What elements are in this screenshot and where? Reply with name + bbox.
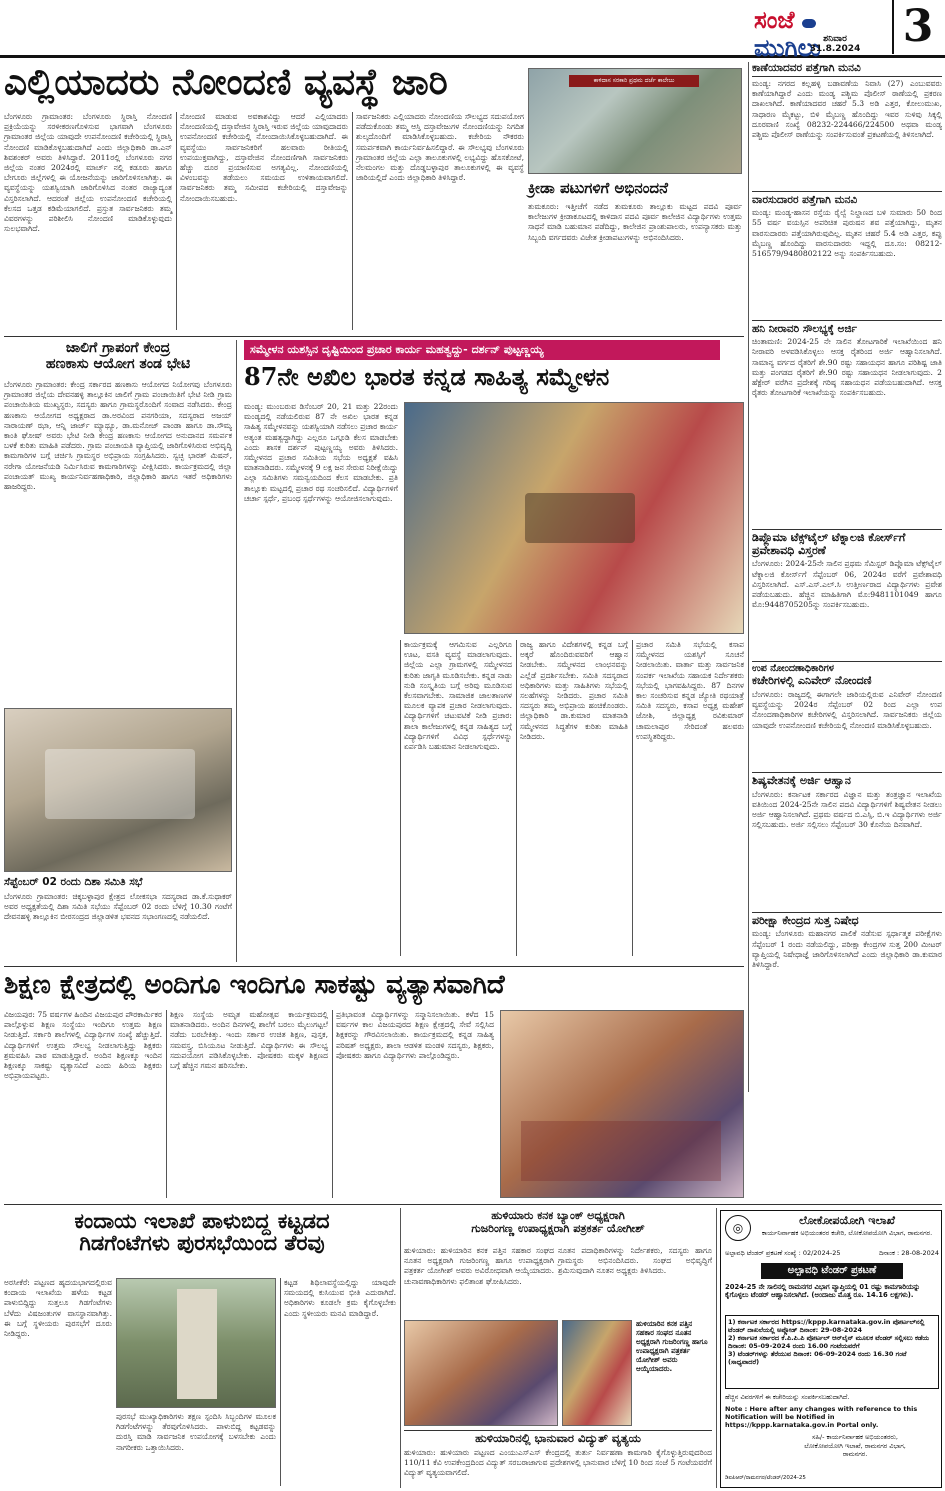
brand-left: ಸಂಜೆ xyxy=(754,6,795,34)
kandaya-col-1: ಅರಸೀಕೆರೆ: ಪಟ್ಟಣದ ಹೃದಯಭಾಗದಲ್ಲಿರುವ ಕಂದಾಯ ಇಲಾಖೆಯ ಹಳೆಯ ಕಟ್ಟಡ ಪಾಳುಬಿದ್ದಿದ್ದು ಸುತ್ತಲೂ ಗಿಡಗೆಂಟೆಗಳು ಬೆಳೆದು ವಿಷಜಂತುಗಳ ವಾಸಸ್ಥಾನವಾಗಿತ್ತು. ಈ ಬಗ್ಗೆ ಸ್ಥಳೀಯರು ಪುರಸಭೆಗೆ ದೂರು ನೀಡಿದ್ದರು. xyxy=(4,1278,112,1339)
tender-title: ಅಲ್ಪಾವಧಿ ಟೆಂಡರ್ ಪ್ರಕಟಣೆ xyxy=(761,1263,903,1279)
right-column xyxy=(752,62,942,1092)
tender-sign-line: ರಾಮನಗರ. xyxy=(842,1450,868,1458)
lead-col-3: ಸಾರ್ವಜನಿಕರು ಎಲ್ಲಿಯಾದರು ನೋಂದಣಿಯ ಸೌಲಭ್ಯದ ಸದುಪಯೋಗ ಪಡೆದುಕೊಂಡು ತಮ್ಮ ಆಸ್ತಿ ದಸ್ತಾವೇಜುಗಳ ನೋಂದಣಿಯನ್ನು ನಿಗದಿತ ಶುಲ್ಕದೊಂದಿಗೆ ಮಾಡಿಸಿಕೊಳ್ಳಬಹುದು. ಕಚೇರಿಯ ನೌಕರರು ಸಮರ್ಪಕವಾಗಿ ಕಾರ್ಯನಿರ್ವಹಿಸಲಿದ್ದಾರೆ. ಈ ಸೌಲಭ್ಯವು ಬೆಂಗಳೂರು ಗ್ರಾಮಾಂತರ ಜಿಲ್ಲೆಯ ಎಲ್ಲಾ ತಾಲೂಕುಗಳಲ್ಲಿ ಲಭ್ಯವಿದ್ದು ಹೊಸಕೋಟೆ, ನೆಲಮಂಗಲ ಮತ್ತು ದೊಡ್ಡಬಳ್ಳಾಪುರ ತಾಲೂಕುಗಳಲ್ಲಿ ಈ ವ್ಯವಸ್ಥೆ ಜಾರಿಯಲ್ಲಿದೆ ಎಂದು ಜಿಲ್ಲಾಧಿಕಾರಿ ತಿಳಿಸಿದ್ದಾರೆ. xyxy=(356,112,524,183)
sahitya-col-2: ಕಾರ್ಯಕ್ರಮಕ್ಕೆ ಆಗಮಿಸುವ ಎಲ್ಲರಿಗೂ ಊಟ, ವಸತಿ ವ್ಯವಸ್ಥೆ ಮಾಡಲಾಗುವುದು. ಜಿಲ್ಲೆಯ ಎಲ್ಲಾ ಗ್ರಾಮಗಳಲ್ಲಿ ಸಮ್ಮೇಳನದ ಕುರಿತು ಜಾಗೃತಿ ಮೂಡಿಸಬೇಕು. ಕನ್ನಡ ನಾಡು ನುಡಿ ಸಂಸ್ಕೃತಿಯ ಬಗ್ಗೆ ಅರಿವು ಮೂಡಿಸುವ ಕೆಲಸವಾಗಬೇಕು. ಸಾಮಾಜಿಕ ಜಾಲತಾಣಗಳ ಮೂಲಕ ವ್ಯಾಪಕ ಪ್ರಚಾರ ನೀಡಲಾಗುವುದು. ವಿದ್ಯಾರ್ಥಿಗಳಿಗೆ ಚಟುವಟಿಕೆ ನೀಡಿ ಪ್ರಚಾರ: ಶಾಲಾ ಕಾಲೇಜುಗಳಲ್ಲಿ ಕನ್ನಡ ಸಾಹಿತ್ಯದ ಬಗ್ಗೆ ವಿದ್ಯಾರ್ಥಿಗಳಿಗೆ ವಿವಿಧ ಸ್ಪರ್ಧೆಗಳನ್ನು ಏರ್ಪಡಿಸಿ ಬಹುಮಾನ ನೀಡಲಾಗುವುದು. xyxy=(404,640,512,752)
tender-office: ಕಾರ್ಯನಿರ್ವಾಹಕ ಅಭಿಯಂತರರ ಕಚೇರಿ, ಲೋಕೋಪಯೋಗಿ ವಿಭಾಗ, ರಾಮನಗರ. xyxy=(761,1229,933,1237)
huliyar-h2: ಗುಜರಿಂಗಣ್ಣ ಉಪಾಧ್ಯಕ್ಷರಾಗಿ ಪತ್ರಕರ್ತ ಯೋಗೀಶ್ xyxy=(471,1221,645,1235)
huliyar-col-1: ಹುಳಿಯಾರು: ಹುಳಿಯಾರಿನ ಕನಕ ಪತ್ತಿನ ಸಹಕಾರ ಸಂಘದ ನೂತನ ಅಧ್ಯಕ್ಷರಾಗಿ ಗುಜರಿಂಗಣ್ಣ ಹಾಗೂ ಉಪಾಧ್ಯಕ್ಷರಾಗಿ ಪತ್ರಕರ್ತ ಯೋಗೀಶ್ ಅವರು ಅವಿರೋಧವಾಗಿ ಆಯ್ಕೆಯಾದರು. ಚುನಾವಣಾಧಿಕಾರಿಗಳು ಫಲಿತಾಂಶ ಘೋಷಿಸಿದರು. xyxy=(404,1246,554,1286)
issue-date-value: 31.8.2024 xyxy=(809,44,861,54)
power-cut-text: ಹುಳಿಯಾರು: ಹುಳಿಯಾರು ಪಟ್ಟಣದ ಎಂಯುಎಸ್ಎಸ್ ಕೇಂದ್ರದಲ್ಲಿ ತುರ್ತು ನಿರ್ವಹಣಾ ಕಾಮಗಾರಿ ಕೈಗೊಳ್ಳುತ್ತಿರುವುದರಿಂದ 110/11 ಕೆವಿ ಉಪಕೇಂದ್ರದಿಂದ ವಿದ್ಯುತ್ ಸರಬರಾಜಾಗುವ ಪ್ರದೇಶಗಳಲ್ಲಿ ಭಾನುವಾರ ಬೆಳಿಗ್ಗೆ 10 ರಿಂದ ಸಂಜೆ 5 ಗಂಟೆಯವರೆಗೆ ವಿದ್ಯುತ್ ವ್ಯತ್ಯಯವಾಗಲಿದೆ. xyxy=(404,1448,712,1478)
issue-day: ಶನಿವಾರ xyxy=(823,34,847,44)
rc-t5: ಬೆಂಗಳೂರು: ರಾಜ್ಯದಲ್ಲಿ ಈಗಾಗಲೇ ಜಾರಿಯಲ್ಲಿರುವ ಎನಿವೇರ್ ನೋಂದಣಿ ವ್ಯವಸ್ಥೆಯನ್ನು 2024ರ ಸೆಪ್ಟೆಂಬರ್ 02 ರಿಂದ ಎಲ್ಲಾ ಉಪ ನೋಂದಣಾಧಿಕಾರಿಗಳ ಕಚೇರಿಗಳಲ್ಲಿ ವಿಸ್ತರಿಸಲಾಗಿದೆ. ಸಾರ್ವಜನಿಕರು ಜಿಲ್ಲೆಯ ಯಾವುದೇ ಉಪನೋಂದಣಿ ಕಚೇರಿಯಲ್ಲಿ ನೋಂದಣಿ ಮಾಡಿಸಿಕೊಳ್ಳಬಹುದು. xyxy=(752,690,942,730)
kandaya-headline xyxy=(4,1210,400,1272)
finance-text: ಬೆಂಗಳೂರು ಗ್ರಾಮಾಂತರ: ಕೇಂದ್ರ ಸರ್ಕಾರದ ಹಣಕಾಸು ಆಯೋಗದ ನಿಯೋಗವು ಬೆಂಗಳೂರು ಗ್ರಾಮಾಂತರ ಜಿಲ್ಲೆಯ ದೇವನಹಳ್ಳಿ ತಾಲ್ಲೂಕಿನ ಜಾಲಿಗೆ ಗ್ರಾಮ ಪಂಚಾಯಿತಿಗೆ ಭೇಟಿ ನೀಡಿ ಗ್ರಾಮ ಪಂಚಾಯಿತಿಯ ಮುಖ್ಯಸ್ಥರು, ಸದಸ್ಯರು ಹಾಗೂ ಗ್ರಾಮಸ್ಥರೊಂದಿಗೆ ಸಂವಾದ ನಡೆಸಿದರು. ಕೇಂದ್ರ ಹಣಕಾಸು ಆಯೋಗದ ಅಧ್ಯಕ್ಷರಾದ ಡಾ.ಅರವಿಂದ ಪನಗರಿಯಾ, ಸದಸ್ಯರಾದ ಅಜಯ್ ನಾರಾಯಣ್ ಝಾ, ಆನ್ನಿ ಜಾರ್ಜ್ ಮ್ಯಾಥ್ಯೂ, ಡಾ.ಮನೋಜ್ ಪಾಂಡಾ ಹಾಗೂ ಡಾ.ಸೌಮ್ಯ ಕಾಂತಿ ಘೋಷ್ ಅವರು ಭೇಟಿ ನೀಡಿ ಕೇಂದ್ರ ಹಣಕಾಸು ಆಯೋಗದ ಅನುದಾನದ ಸಮರ್ಪಕ ಬಳಕೆ ಕುರಿತು ಮಾಹಿತಿ ಪಡೆದರು. ಗ್ರಾಮ ಪಂಚಾಯತಿ ವ್ಯಾಪ್ತಿಯಲ್ಲಿ ಜಾರಿಗೊಳಿಸಿರುವ ಅಭಿವೃದ್ಧಿ ಕಾಮಗಾರಿಗಳ ಬಗ್ಗೆ ಚರ್ಚಿಸಿ ಗ್ರಾಮಸ್ಥರ ಅಭಿಪ್ರಾಯ ಸಂಗ್ರಹಿಸಿದರು. ಸ್ವಚ್ಛ ಭಾರತ್ ಮಿಷನ್, ನರೇಗಾ ಯೋಜನೆಯಡಿ ನಿರ್ಮಿಸಿರುವ ಕಾಮಗಾರಿಗಳನ್ನು ವೀಕ್ಷಿಸಿದರು. ಕಾರ್ಯಕ್ರಮದಲ್ಲಿ ಜಿಲ್ಲಾ ಪಂಚಾಯತ್ ಮುಖ್ಯ ಕಾರ್ಯನಿರ್ವಹಣಾಧಿಕಾರಿ, ಜಿಲ್ಲಾಧಿಕಾರಿ ಹಾಗೂ ಇತರೆ ಅಧಿಕಾರಿಗಳು ಹಾಜರಿದ್ದರು. xyxy=(4,380,232,492)
sahitya-headline: 87ನೇ ಅಖಿಲ ಭಾರತ ಕನ್ನಡ ಸಾಹಿತ್ಯ ಸಮ್ಮೇಳನ xyxy=(244,362,610,391)
masthead xyxy=(0,0,945,62)
college-sign: ಕಾಳಿದಾಸ ಸರಕಾರಿ ಪ್ರಥಮ ದರ್ಜೆ ಕಾಲೇಜು xyxy=(569,75,699,87)
tender-signature xyxy=(771,1433,939,1459)
disha-headline: ಸೆಪ್ಟೆಂಬರ್ 02 ರಂದು ದಿಶಾ ಸಮಿತಿ ಸಭೆ xyxy=(4,876,143,888)
huliyar-photo-caption: ಹುಳಿಯಾರಿನ ಕನಕ ಪತ್ತಿನ ಸಹಕಾರ ಸಂಘದ ನೂತನ ಅಧ್ಯಕ್ಷರಾಗಿ ಗುಜರಿಂಗಣ್ಣ ಹಾಗೂ ಉಪಾಧ್ಯಕ್ಷರಾಗಿ ಪತ್ರಕರ್ತ ಯೋಗೀಶ್ ಅವರು ಆಯ್ಕೆಯಾದರು. xyxy=(636,1320,708,1373)
huliyar-photo-1 xyxy=(404,1320,558,1426)
rc-h5a: ಉಪ ನೋಂದಣಾಧಿಕಾರಿಗಳ xyxy=(752,661,942,675)
rc-h6: ಶಿಷ್ಯವೇತನಕ್ಕೆ ಅರ್ಜಿ ಆಹ್ವಾನ xyxy=(752,772,942,788)
education-col-1: ವಿಜಯಪುರ: 75 ವರ್ಷಗಳ ಹಿಂದಿನ ವಿಜಯಪುರ ಪೌರಕಾರ್ಮಿಕರ ಪಾಲ್ಗೊಳ್ಳುವ ಶಿಕ್ಷಣ ಸಂಸ್ಥೆಯು ಇಂದಿಗೂ ಉತ್ತಮ ಶಿಕ್ಷಣ ನೀಡುತ್ತಿದೆ. ಸರ್ಕಾರಿ ಶಾಲೆಗಳಲ್ಲಿ ವಿದ್ಯಾರ್ಥಿಗಳ ಸಂಖ್ಯೆ ಹೆಚ್ಚುತ್ತಿದೆ. ವಿದ್ಯಾರ್ಥಿಗಳಿಗೆ ಉತ್ತಮ ಸೌಲಭ್ಯ ನೀಡಲಾಗುತ್ತಿದ್ದು ಶಿಕ್ಷಕರು ಶ್ರಮವಹಿಸಿ ಪಾಠ ಮಾಡುತ್ತಿದ್ದಾರೆ. ಅಂದಿನ ಶಿಕ್ಷಣಕ್ಕೂ ಇಂದಿನ ಶಿಕ್ಷಣಕ್ಕೂ ಸಾಕಷ್ಟು ವ್ಯತ್ಯಾಸವಿದೆ ಎಂದು ಹಿರಿಯ ಶಿಕ್ಷಕರು ಅಭಿಪ್ರಾಯಪಟ್ಟರು. xyxy=(4,1010,162,1081)
power-cut-headline: ಹುಳಿಯಾರಿನಲ್ಲಿ ಭಾನುವಾರ ವಿದ್ಯುತ್ ವ್ಯತ್ಯಯ xyxy=(404,1430,712,1446)
tender-footer: ಡಿಐಪಿಆರ್/ರಾಮನಗರ/ಟೆಂಡರ್/2024-25 xyxy=(725,1475,806,1481)
kandaya-col-2: ಪುರಸಭೆ ಮುಖ್ಯಾಧಿಕಾರಿಗಳು ತಕ್ಷಣ ಸ್ಪಂದಿಸಿ ಸಿಬ್ಬಂದಿಗಳ ಮೂಲಕ ಗಿಡಗೆಂಟೆಗಳನ್ನು ತೆರವುಗೊಳಿಸಿದರು. ಪಾಳುಬಿದ್ದ ಕಟ್ಟಡವನ್ನು ದುರಸ್ತಿ ಮಾಡಿ ಸಾರ್ವಜನಿಕ ಉಪಯೋಗಕ್ಕೆ ಬಳಸಬೇಕು ಎಂದು ನಾಗರೀಕರು ಒತ್ತಾಯಿಸಿದರು. xyxy=(116,1412,276,1452)
sahitya-col-1: ಮಂಡ್ಯ: ಮುಂಬರುವ ಡಿಸೆಂಬರ್ 20, 21 ಮತ್ತು 22ರಂದು ಮಂಡ್ಯದಲ್ಲಿ ನಡೆಯಲಿರುವ 87 ನೇ ಅಖಿಲ ಭಾರತ ಕನ್ನಡ ಸಾಹಿತ್ಯ ಸಮ್ಮೇಳನವನ್ನು ಯಶಸ್ವಿಯಾಗಿ ನಡೆಸಲು ಪ್ರಚಾರ ಕಾರ್ಯ ಅತ್ಯಂತ ಮಹತ್ವದ್ದಾಗಿದ್ದು ಎಲ್ಲರೂ ಒಗ್ಗೂಡಿ ಕೆಲಸ ಮಾಡಬೇಕು ಎಂದು ಶಾಸಕ ದರ್ಶನ್ ಪುಟ್ಟಣ್ಣಯ್ಯ ಅವರು ತಿಳಿಸಿದರು. ಸಮ್ಮೇಳನದ ಪ್ರಚಾರ ಸಮಿತಿಯ ಸಭೆಯ ಅಧ್ಯಕ್ಷತೆ ವಹಿಸಿ ಮಾತನಾಡಿದರು. ಸಮ್ಮೇಳನಕ್ಕೆ 9 ಲಕ್ಷ ಜನ ಸೇರುವ ನಿರೀಕ್ಷೆಯಿದ್ದು ಎಲ್ಲಾ ಸಮಿತಿಗಳು ಸಮನ್ವಯದಿಂದ ಕೆಲಸ ಮಾಡಬೇಕು. ಪ್ರತಿ ತಾಲ್ಲೂಕು ಮಟ್ಟದಲ್ಲಿ ಪ್ರಚಾರ ರಥ ಸಂಚರಿಸಲಿದೆ. ವಿದ್ಯಾರ್ಥಿಗಳಿಗೆ ಚರ್ಚಾ ಸ್ಪರ್ಧೆ, ಪ್ರಬಂಧ ಸ್ಪರ್ಧೆಗಳನ್ನು ಆಯೋಜಿಸಲಾಗುವುದು. xyxy=(244,402,398,503)
education-col-3: ಪ್ರತಿಭಾವಂತ ವಿದ್ಯಾರ್ಥಿಗಳನ್ನು ಸನ್ಮಾನಿಸಲಾಯಿತು. ಕಳೆದ 15 ವರ್ಷಗಳ ಕಾಲ ವಿಜಯಪುರದ ಶಿಕ್ಷಣ ಕ್ಷೇತ್ರದಲ್ಲಿ ಸೇವೆ ಸಲ್ಲಿಸಿದ ಶಿಕ್ಷಕರನ್ನು ಗೌರವಿಸಲಾಯಿತು. ಕಾರ್ಯಕ್ರಮದಲ್ಲಿ ಕನ್ನಡ ಸಾಹಿತ್ಯ ಪರಿಷತ್ ಅಧ್ಯಕ್ಷರು, ಶಾಲಾ ಆಡಳಿತ ಮಂಡಳಿ ಸದಸ್ಯರು, ಶಿಕ್ಷಕರು, ಪೋಷಕರು ಹಾಗೂ ವಿದ್ಯಾರ್ಥಿಗಳು ಪಾಲ್ಗೊಂಡಿದ್ದರು. xyxy=(336,1010,494,1060)
tender-note-kn: ಹೆಚ್ಚಿನ ವಿವರಗಳಿಗೆ ಈ ಕಚೇರಿಯನ್ನು ಸಂಪರ್ಕಿಸಬಹುದಾಗಿದೆ. xyxy=(725,1393,850,1401)
sports-headline: ಕ್ರೀಡಾ ಪಟುಗಳಿಗೆ ಅಭಿನಂದನೆ xyxy=(528,179,669,197)
issue-date xyxy=(790,34,880,54)
tender-ref-date: ದಿನಾಂಕ : 28-08-2024 xyxy=(878,1249,939,1257)
rc-h1: ಕಾಣೆಯಾದವರ ಪತ್ತೆಗಾಗಿ ಮನವಿ xyxy=(752,62,942,77)
kandaya-h2: ಗಿಡಗೆಂಟೆಗಳು ಪುರಸಭೆಯಿಂದ ತೆರವು xyxy=(79,1230,325,1256)
huliyar-headline xyxy=(404,1210,712,1242)
tender-items xyxy=(725,1315,939,1389)
tender-item: 1) ಕರ್ನಾಟಕ ಸರ್ಕಾರದ https://kppp.karnataka.gov.in ಪೋರ್ಟಲ್‌ನಲ್ಲಿ ಟೆಂಡರ್ ದಾಖಲೆಯಲ್ಲಿ ಅಪ್ಲೋಡ್ ದಿನಾಂಕ: 29-08-2024 xyxy=(728,1318,925,1334)
education-photo xyxy=(500,1010,744,1198)
tender-notice xyxy=(720,1210,942,1488)
education-col-2: ಶಿಕ್ಷಣ ಸಂಸ್ಥೆಯ ಅಮೃತ ಮಹೋತ್ಸವ ಕಾರ್ಯಕ್ರಮದಲ್ಲಿ ಮಾತನಾಡಿದರು. ಅಂದಿನ ದಿನಗಳಲ್ಲಿ ಶಾಲೆಗೆ ಬರಲು ಮೈಲುಗಟ್ಟಲೆ ನಡೆದು ಬರಬೇಕಿತ್ತು. ಇಂದು ಸರ್ಕಾರ ಉಚಿತ ಶಿಕ್ಷಣ, ಪುಸ್ತಕ, ಸಮವಸ್ತ್ರ, ಬಿಸಿಯೂಟ ನೀಡುತ್ತಿದೆ. ವಿದ್ಯಾರ್ಥಿಗಳು ಈ ಸೌಲಭ್ಯ ಸದುಪಯೋಗ ಪಡಿಸಿಕೊಳ್ಳಬೇಕು. ಪೋಷಕರು ಮಕ್ಕಳ ಶಿಕ್ಷಣದ ಬಗ್ಗೆ ಹೆಚ್ಚಿನ ಗಮನ ಹರಿಸಬೇಕು. xyxy=(170,1010,328,1071)
finance-headline xyxy=(4,340,232,376)
finance-h2: ಹಣಕಾಸು ಆಯೋಗ ತಂಡ ಭೇಟಿ xyxy=(45,356,191,373)
lead-headline: ಎಲ್ಲಿಯಾದರು ನೋಂದಣಿ ವ್ಯವಸ್ಥೆ ಜಾರಿ xyxy=(4,61,448,103)
tender-intro: 2024-25 ನೇ ಸಾಲಿನಲ್ಲಿ ರಾಮನಗರ ವಿಭಾಗ ವ್ಯಾಪ್ತಿಯಲ್ಲಿ 01 ರಷ್ಟು ಕಾಮಗಾರಿಯನ್ನು ಕೈಗೊಳ್ಳಲು ಟೆಂಡರ್ ಆಹ್ವಾನಿಸಲಾಗಿದೆ. (ಅಂದಾಜು ಮೊತ್ತ ರೂ. 14.16 ಲಕ್ಷಗಳು). xyxy=(725,1283,921,1300)
huliyar-photo-2 xyxy=(562,1320,632,1426)
kandaya-h1: ಕಂದಾಯ ಇಲಾಖೆ ಪಾಳುಬಿದ್ದ ಕಟ್ಟಡದ xyxy=(74,1208,330,1233)
finance-h1: ಜಾಲಿಗೆ ಗ್ರಾಪಂಗೆ ಕೇಂದ್ರ xyxy=(65,340,171,356)
rc-h4: ಡಿಪ್ಲೊಮಾ ಟೆಕ್ಸ್‌ಟೈಲ್ ಟೆಕ್ನಾಲಜಿ ಕೋರ್ಸ್‌ಗೆ ಪ್ರವೇಶಾವಧಿ ವಿಸ್ತರಣೆ xyxy=(752,529,942,557)
lead-col-2: ನೋಂದಣಿ ಮಾಡುವ ಅವಕಾಶವಿದ್ದು ಆದರೆ ಎಲ್ಲಿಯಾದರು ನೋಂದಣಿಯಲ್ಲಿ ದಸ್ತಾವೇಜಿನ ಸ್ಥಿರಾಸ್ತಿ ಇರುವ ಜಿಲ್ಲೆಯ ಯಾವುದಾದರು ಉಪನೋಂದಣಿ ಕಚೇರಿಯಲ್ಲಿ ನೋಂದಾಯಿಸಿಕೊಳ್ಳಬಹುದಾಗಿದೆ. ಈ ವ್ಯವಸ್ಥೆಯು ಸಾರ್ವಜನಿಕರಿಗೆ ಹಲವಾರು ರೀತಿಯಲ್ಲಿ ಉಪಯುಕ್ತವಾಗಿದ್ದು, ದಸ್ತಾವೇಜಿನ ನೋಂದಣಿಗಾಗಿ ಸಾರ್ವಜನಿಕರು ಹೆಚ್ಚು ದೂರ ಪ್ರಯಾಣಿಸುವ ಅಗತ್ಯವಿಲ್ಲ. ನೋಂದಣಿಯಲ್ಲಿ ವಿಳಂಬವನ್ನು ತಡೆಯಲು ಸಮಯದ ಉಳಿತಾಯವಾಗಲಿದೆ. ಸಾರ್ವಜನಿಕರು ತಮ್ಮ ಸಮೀಪದ ಕಚೇರಿಯಲ್ಲಿ ದಸ್ತಾವೇಜನ್ನು ನೋಂದಾಯಿಸಬಹುದು. xyxy=(180,112,348,203)
rc-h3: ಹನಿ ನೀರಾವರಿ ಸೌಲಭ್ಯಕ್ಕೆ ಅರ್ಜಿ xyxy=(752,320,942,335)
rc-t4: ಬೆಂಗಳೂರು: 2024-25ನೇ ಸಾಲಿನ ಪ್ರಥಮ ಸೆಮಿಸ್ಟರ್ ಡಿಪ್ಲೊಮಾ ಟೆಕ್ಸ್‌ಟೈಲ್ ಟೆಕ್ನಾಲಜಿ ಕೋರ್ಸ್‌ಗೆ ಸೆಪ್ಟೆಂಬರ್ 06, 2024ರ ವರೆಗೆ ಪ್ರವೇಶಾವಧಿ ವಿಸ್ತರಿಸಲಾಗಿದೆ. ಎಸ್.ಎಸ್.ಎಲ್.ಸಿ ಉತ್ತೀರ್ಣರಾದ ವಿದ್ಯಾರ್ಥಿಗಳು ಪ್ರವೇಶ ಪಡೆಯಬಹುದು. ಹೆಚ್ಚಿನ ಮಾಹಿತಿಗಾಗಿ ಮೊ:9481101049 ಹಾಗೂ ಮೊ:9448705205ನ್ನು ಸಂಪರ್ಕಿಸಬಹುದು. xyxy=(752,559,942,610)
huliyar-col-2: ನೂತನ ಪದಾಧಿಕಾರಿಗಳನ್ನು ನಿರ್ದೇಶಕರು, ಸದಸ್ಯರು ಹಾಗೂ ಗ್ರಾಮಸ್ಥರು ಅಭಿನಂದಿಸಿದರು. ಸಂಘದ ಅಭಿವೃದ್ಧಿಗೆ ಶ್ರಮಿಸುವುದಾಗಿ ನೂತನ ಅಧ್ಯಕ್ಷರು ತಿಳಿಸಿದರು. xyxy=(558,1246,712,1276)
disha-text: ಬೆಂಗಳೂರು ಗ್ರಾಮಾಂತರ: ಚಿಕ್ಕಬಳ್ಳಾಪುರ ಕ್ಷೇತ್ರದ ಲೋಕಸಭಾ ಸದಸ್ಯರಾದ ಡಾ.ಕೆ.ಸುಧಾಕರ್ ಅವರ ಅಧ್ಯಕ್ಷತೆಯಲ್ಲಿ ದಿಶಾ ಸಮಿತಿ ಸಭೆಯು ಸೆಪ್ಟೆಂಬರ್ 02 ರಂದು ಬೆಳಿಗ್ಗೆ 10.30 ಗಂಟೆಗೆ ದೇವನಹಳ್ಳಿ ತಾಲ್ಲೂಕಿನ ಬೀರಸಂದ್ರದ ಜಿಲ್ಲಾಡಳಿತ ಭವನದ ಸಭಾಂಗಣದಲ್ಲಿ ನಡೆಯಲಿದೆ. xyxy=(4,892,232,922)
cloud-icon xyxy=(802,19,816,28)
sahitya-banner: ಸಮ್ಮೇಳನ ಯಶಸ್ಸಿನ ದೃಷ್ಟಿಯಿಂದ ಪ್ರಚಾರ ಕಾರ್ಯ ಮಹತ್ವದ್ದು- ದರ್ಶನ್ ಪುಟ್ಟಣ್ಣಯ್ಯ xyxy=(244,340,720,360)
sahitya-col-4: ಪ್ರಚಾರ ಸಮಿತಿ ಸಭೆಯಲ್ಲಿ ಕಸಾಪ ಸಮ್ಮೇಳನದ ಯಶಸ್ಸಿಗೆ ಸೂಚನೆ ನೀಡಲಾಯಿತು. ವಾರ್ತಾ ಮತ್ತು ಸಾರ್ವಜನಿಕ ಸಂಪರ್ಕ ಇಲಾಖೆಯ ಸಹಾಯಕ ನಿರ್ದೇಶಕರು ಸಭೆಯಲ್ಲಿ ಭಾಗವಹಿಸಿದ್ದರು. 87 ದಿನಗಳ ಕಾಲ ಸಂಚರಿಸುವ ಕನ್ನಡ ಜ್ಯೋತಿ ರಥಯಾತ್ರೆ ಸಮಿತಿ ಸದಸ್ಯರು, ಕಸಾಪ ಅಧ್ಯಕ್ಷ ಮಹೇಶ್ ಜೋಶಿ, ಜಿಲ್ಲಾಧ್ಯಕ್ಷ ರವಿಕುಮಾರ್ ಚಾಮಲಾಪುರ ಸೇರಿದಂತೆ ಹಲವರು ಉಪಸ್ಥಿತರಿದ್ದರು. xyxy=(636,640,744,741)
rc-t6: ಬೆಂಗಳೂರು: ಕರ್ನಾಟಕ ಸರ್ಕಾರದ ವಿಜ್ಞಾನ ಮತ್ತು ತಂತ್ರಜ್ಞಾನ ಇಲಾಖೆಯ ವತಿಯಿಂದ 2024-25ನೇ ಸಾಲಿನ ಪದವಿ ವಿದ್ಯಾರ್ಥಿಗಳಿಗೆ ಶಿಷ್ಯವೇತನ ನೀಡಲು ಅರ್ಜಿ ಆಹ್ವಾನಿಸಲಾಗಿದೆ. ಪ್ರಥಮ ವರ್ಷದ ಬಿ.ಎಸ್ಸಿ, ಬಿ.ಇ ವಿದ್ಯಾರ್ಥಿಗಳು ಅರ್ಜಿ ಸಲ್ಲಿಸಬಹುದು. ಅರ್ಜಿ ಸಲ್ಲಿಸಲು ಸೆಪ್ಟೆಂಬರ್ 30 ಕೊನೆಯ ದಿನವಾಗಿದೆ. xyxy=(752,789,942,830)
tender-ref: ಅಲ್ಪಾವಧಿ ಟೆಂಡರ್ ಪ್ರಕಟಣೆ ಸಂಖ್ಯೆ : 02/2024-25 xyxy=(725,1249,841,1257)
tender-sign-line: ಸಹಿ/- ಕಾರ್ಯನಿರ್ವಾಹಕ ಅಭಿಯಂತರರು, xyxy=(812,1433,898,1441)
page-number: 3 xyxy=(892,0,942,54)
tender-note-en: Note : Here after any changes with reference to this Notification will be Notified in https://kppp.karnataka.gov.in Portal only. xyxy=(725,1405,918,1429)
sahitya-photo xyxy=(404,402,744,634)
tender-item: 2) ಕರ್ನಾಟಕ ಸರ್ಕಾರದ ಕೆ.ಪಿ.ಪಿ.ಪಿ ಪೋರ್ಟಲ್ ಆನ್‌ಲೈನ್ ಮೂಲಕ ಟೆಂಡರ್ ಸಲ್ಲಿಸಲು ಕಡೆಯ ದಿನಾಂಕ: 05-09-2024 ರಂದು 16.00 ಗಂಟೆಯವರೆಗೆ xyxy=(728,1334,930,1350)
tender-item: 3) ಟೆಂಡರ್‌ಗಳನ್ನು ತೆರೆಯುವ ದಿನಾಂಕ: 06-09-2024 ರಂದು 16.30 ಗಂಟೆ (ಸಾಧ್ಯವಾದರೆ) xyxy=(728,1350,907,1366)
disha-photo xyxy=(4,708,232,872)
rc-h2: ವಾರಸುದಾರರ ಪತ್ತೆಗಾಗಿ ಮನವಿ xyxy=(752,191,942,206)
kandaya-col-3: ಕಟ್ಟಡ ಶಿಥಿಲಾವಸ್ಥೆಯಲ್ಲಿದ್ದು ಯಾವುದೇ ಸಮಯದಲ್ಲಿ ಕುಸಿಯುವ ಭೀತಿ ಎದುರಾಗಿದೆ. ಅಧಿಕಾರಿಗಳು ಕೂಡಲೇ ಕ್ರಮ ಕೈಗೊಳ್ಳಬೇಕು ಎಂದು ಸ್ಥಳೀಯರು ಮನವಿ ಮಾಡಿದ್ದಾರೆ. xyxy=(284,1278,396,1318)
brand-right: ಮುಗಿಲು xyxy=(754,34,821,62)
rc-t2: ಮಂಡ್ಯ: ಮಂಡ್ಯ-ಹಾಸನ ರಸ್ತೆಯ ರೈಲ್ವೆ ನಿಲ್ದಾಣದ ಬಳಿ ಸುಮಾರು 50 ರಿಂದ 55 ವರ್ಷ ವಯಸ್ಸಿನ ಅಪರಿಚಿತ ಪುರುಷನ ಶವ ಪತ್ತೆಯಾಗಿದ್ದು, ಮೃತನ ವಾರಸುದಾರರು ಪತ್ತೆಯಾಗಿರುವುದಿಲ್ಲ. ಮೃತನ ಚಹರೆ 5.4 ಅಡಿ ಎತ್ತರ, ಕಪ್ಪು ಮೈಬಣ್ಣ ಹೊಂದಿದ್ದು ವಾರಸುದಾರರು ಇದ್ದಲ್ಲಿ ದೂ.ಸಂ: 08212-516579/9480802122 ಅನ್ನು ಸಂಪರ್ಕಿಸಬಹುದು. xyxy=(752,208,942,258)
rc-t1: ಮಂಡ್ಯ: ನಗರದ ಕಲ್ಲಹಳ್ಳಿ ಬಡಾವಣೆಯ ನಿವಾಸಿ (27) ಎಂಬುವವರು ಕಾಣೆಯಾಗಿದ್ದಾರೆ ಎಂದು ಮಂಡ್ಯ ಪಶ್ಚಿಮ ಪೊಲೀಸ್ ಠಾಣೆಯಲ್ಲಿ ಪ್ರಕರಣ ದಾಖಲಾಗಿದೆ. ಕಾಣೆಯಾದವರ ಚಹರೆ 5.3 ಅಡಿ ಎತ್ತರ, ಕೋಲುಮುಖ, ಸಾಧಾರಣ ಮೈಕಟ್ಟು, ಬಿಳಿ ಮೈಬಣ್ಣ ಹೊಂದಿದ್ದು ಇವರ ಸುಳಿವು ಸಿಕ್ಕಲ್ಲಿ ದೂರವಾಣಿ ಸಂಖ್ಯೆ 08232-224466/224500 ಅಥವಾ ಮಂಡ್ಯ ಪಶ್ಚಿಮ ಪೊಲೀಸ್ ಠಾಣೆಯನ್ನು ಸಂಪರ್ಕಿಸುವಂತೆ ಪ್ರಕಟಣೆಯಲ್ಲಿ ತಿಳಿಸಲಾಗಿದೆ. xyxy=(752,79,942,140)
rc-t3: ಚಿಂತಾಮಣಿ: 2024-25 ನೇ ಸಾಲಿನ ತೋಟಗಾರಿಕೆ ಇಲಾಖೆಯಿಂದ ಹನಿ ನೀರಾವರಿ ಅಳವಡಿಸಿಕೊಳ್ಳಲು ಆಸಕ್ತ ರೈತರಿಂದ ಅರ್ಜಿ ಆಹ್ವಾನಿಸಲಾಗಿದೆ. ಸಾಮಾನ್ಯ ವರ್ಗದ ರೈತರಿಗೆ ಶೇ.90 ರಷ್ಟು ಸಹಾಯಧನ ಹಾಗೂ ಪರಿಶಿಷ್ಟ ಜಾತಿ ಮತ್ತು ಪಂಗಡದ ರೈತರಿಗೆ ಶೇ.90 ರಷ್ಟು ಸಹಾಯಧನ ನೀಡಲಾಗುವುದು. 2 ಹೆಕ್ಟೇರ್ ವರೆಗಿನ ಪ್ರದೇಶಕ್ಕೆ ಗರಿಷ್ಠ ಸಹಾಯಧನ ಪಡೆಯಬಹುದಾಗಿದೆ. ಆಸಕ್ತ ರೈತರು ತೋಟಗಾರಿಕೆ ಇಲಾಖೆಯನ್ನು ಸಂಪರ್ಕಿಸಬಹುದು. xyxy=(752,337,942,398)
lead-col-1: ಬೆಂಗಳೂರು ಗ್ರಾಮಾಂತರ: ಬೆಂಗಳೂರು ಸ್ಥಿರಾಸ್ತಿ ನೋಂದಣಿ ಪ್ರಕ್ರಿಯೆಯನ್ನು ಸರಳೀಕರಣಗೊಳಿಸುವ ಭಾಗವಾಗಿ ಬೆಂಗಳೂರು ಗ್ರಾಮಾಂತರ ಜಿಲ್ಲೆಯ ಯಾವುದೇ ಉಪನೋಂದಣಿ ಕಚೇರಿಯಲ್ಲಿ ಸ್ಥಿರಾಸ್ತಿ ನೋಂದಣಿ ಮಾಡಿಕೊಳ್ಳಬಹುದಾಗಿದೆ ಎಂದು ಜಿಲ್ಲಾಧಿಕಾರಿ ಡಾ.ಎನ್ ಶಿವಶಂಕರ್ ಅವರು ತಿಳಿಸಿದ್ದಾರೆ. 2011ರಲ್ಲಿ ಬೆಂಗಳೂರು ನಗರ ಜಿಲ್ಲೆಯ ನಂತರ 2024ರಲ್ಲಿ ಮಾರ್ಚ್ ನಲ್ಲಿ ಕಡೂರು ಹಾಗೂ ಬೇಗೂರು ಜಿಲ್ಲೆಗಳಲ್ಲಿ ಈ ಯೋಜನೆಯನ್ನು ಜಾರಿಗೊಳಿಸಲಾಗಿತ್ತು. ಈ ವ್ಯವಸ್ಥೆಯನ್ನು ಯಶಸ್ವಿಯಾಗಿ ಜಾರಿಗೊಳಿಸಿದ ನಂತರ ರಾಜ್ಯಾದ್ಯಂತ ವಿಸ್ತರಿಸಲಾಗಿದೆ. ಆದರಂತೆ ಜಿಲ್ಲೆಯ ಉಪನೋಂದಣಿ ಕಚೇರಿಯಲ್ಲಿ ಕೆಲಸದ ಒತ್ತಡ ಕಡಿಮೆಯಾಗಲಿದೆ. ಪ್ರಸ್ತುತ ಸಾರ್ವಜನಿಕರು ತಮ್ಮ ವಿವರಗಳನ್ನು ಪರಿಶೀಲಿಸಿ ನೋಂದಣಿ ಮಾಡಿಕೊಳ್ಳುವುದು ಸುಲಭವಾಗಿದೆ. xyxy=(4,112,172,234)
sports-photo xyxy=(528,68,742,174)
huliyar-h1: ಹುಳಿಯಾರು ಕನಕ ಬ್ಯಾಂಕ್ ಅಧ್ಯಕ್ಷರಾಗಿ xyxy=(491,1209,625,1222)
karnataka-emblem-icon: ◎ xyxy=(725,1215,751,1241)
tender-dept: ಲೋಕೋಪಯೋಗಿ ಇಲಾಖೆ xyxy=(799,1214,895,1227)
rc-t7: ಮಂಡ್ಯ: ಬೆಂಗಳೂರು ಮಹಾನಗರ ಪಾಲಿಕೆ ನಡೆಸುವ ಸ್ಪರ್ಧಾತ್ಮಕ ಪರೀಕ್ಷೆಗಳು ಸೆಪ್ಟೆಂಬರ್ 1 ರಂದು ನಡೆಯಲಿದ್ದು, ಪರೀಕ್ಷಾ ಕೇಂದ್ರಗಳ ಸುತ್ತ 200 ಮೀಟರ್ ವ್ಯಾಪ್ತಿಯಲ್ಲಿ ನಿಷೇಧಾಜ್ಞೆ ಜಾರಿಗೊಳಿಸಲಾಗಿದೆ ಎಂದು ಜಿಲ್ಲಾಧಿಕಾರಿ ಡಾ.ಕುಮಾರ ತಿಳಿಸಿದ್ದಾರೆ. xyxy=(752,929,942,969)
tender-sign-line: ಲೋಕೋಪಯೋಗಿ ಇಲಾಖೆ, ರಾಮನಗರ ವಿಭಾಗ, xyxy=(804,1441,906,1450)
rc-h7: ಪರೀಕ್ಷಾ ಕೇಂದ್ರದ ಸುತ್ತ ನಿಷೇಧ xyxy=(752,912,942,928)
sahitya-col-3: ರಾಜ್ಯ ಹಾಗೂ ವಿದೇಶಗಳಲ್ಲಿ ಕನ್ನಡ ಬಗ್ಗೆ ಅಕ್ಕರೆ ಹೊಂದಿರುವವರಿಗೆ ಆಹ್ವಾನ ನೀಡಬೇಕು. ಸಮ್ಮೇಳನದ ಲಾಂಛನವನ್ನು ಎಲ್ಲೆಡೆ ಪ್ರದರ್ಶಿಸಬೇಕು. ಸಮಿತಿ ಸದಸ್ಯರಾದ ಅಧಿಕಾರಿಗಳು ಮತ್ತು ಸಾಹಿತಿಗಳು ಸಭೆಯಲ್ಲಿ ಸಲಹೆಗಳನ್ನು ನೀಡಿದರು. ಪ್ರಚಾರ ಸಮಿತಿ ಸದಸ್ಯರು ತಮ್ಮ ಅಭಿಪ್ರಾಯ ಹಂಚಿಕೊಂಡರು. ಜಿಲ್ಲಾಧಿಕಾರಿ ಡಾ.ಕುಮಾರ ಮಾತನಾಡಿ ಸಮ್ಮೇಳನದ ಸಿದ್ಧತೆಗಳ ಕುರಿತು ಮಾಹಿತಿ ನೀಡಿದರು. xyxy=(520,640,628,741)
kandaya-photo xyxy=(116,1278,276,1408)
rc-h5b: ಕಚೇರಿಗಳಲ್ಲಿ ಎನಿವೇರ್ ನೋಂದಣಿ xyxy=(752,674,872,688)
sports-text: ತುಮಕೂರು: ಇತ್ತೀಚೆಗೆ ನಡೆದ ತುಮಕೂರು ತಾಲ್ಲೂಕು ಮಟ್ಟದ ಪದವಿ ಪೂರ್ವ ಕಾಲೇಜುಗಳ ಕ್ರೀಡಾಕೂಟದಲ್ಲಿ ಕಾಳಿದಾಸ ಪದವಿ ಪೂರ್ವ ಕಾಲೇಜಿನ ವಿದ್ಯಾರ್ಥಿಗಳು ಉತ್ತಮ ಸಾಧನೆ ಮಾಡಿ ಬಹುಮಾನ ಪಡೆದಿದ್ದು, ಕಾಲೇಜಿನ ಪ್ರಾಂಶುಪಾಲರು, ಉಪನ್ಯಾಸಕರು ಮತ್ತು ಸಿಬ್ಬಂದಿ ವರ್ಗದವರು ವಿಜೇತ ಕ್ರೀಡಾಪಟುಗಳನ್ನು ಅಭಿನಂದಿಸಿದರು. xyxy=(528,202,742,242)
education-headline: ಶಿಕ್ಷಣ ಕ್ಷೇತ್ರದಲ್ಲಿ ಅಂದಿಗೂ ಇಂದಿಗೂ ಸಾಕಷ್ಟು ವ್ಯತ್ಯಾಸವಾಗಿದೆ xyxy=(4,970,505,1000)
